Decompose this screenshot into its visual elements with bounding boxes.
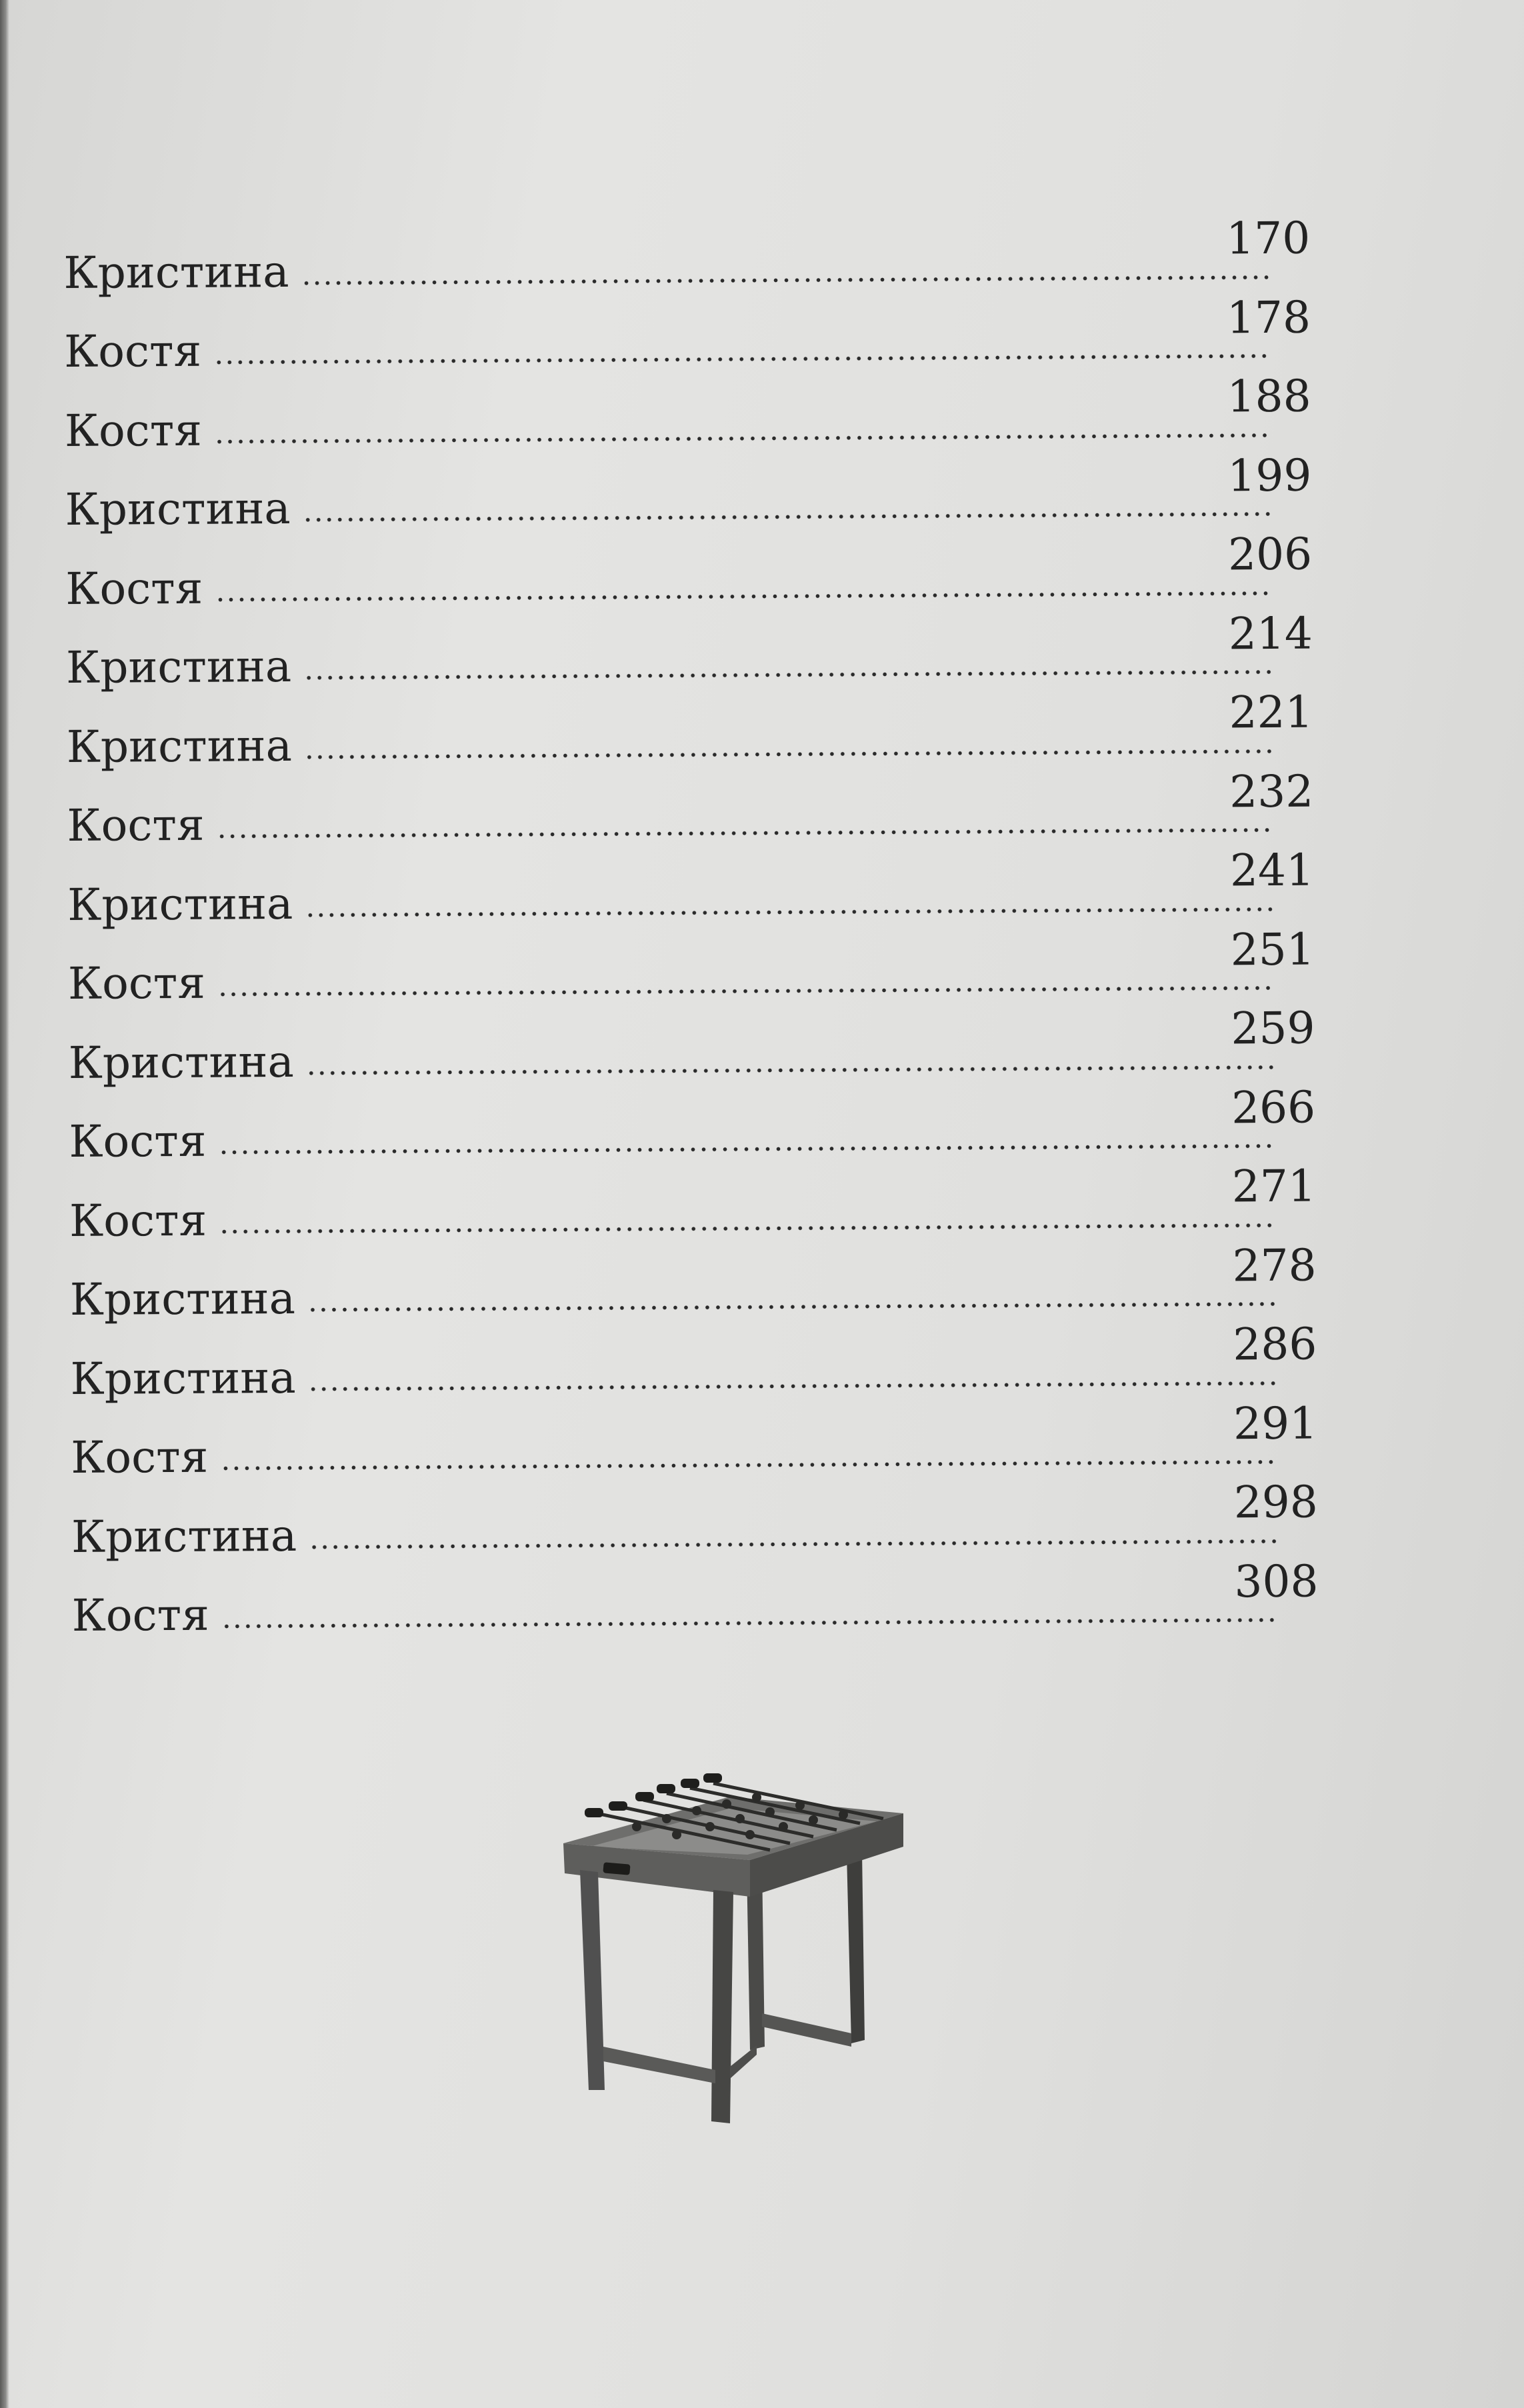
toc-entry-title: Кристина — [71, 1509, 297, 1563]
toc-entry — [67, 845, 1315, 931]
dot-leader — [217, 985, 1275, 997]
dot-leader — [307, 1301, 1277, 1313]
toc-entry-title: Кристина — [63, 245, 289, 299]
toc-entry — [68, 923, 1315, 1010]
toc-entry — [71, 1477, 1319, 1563]
toc-entry-page: 266 — [1231, 1081, 1316, 1133]
toc-entry-page: 214 — [1228, 607, 1313, 659]
toc-entry-title: Кристина — [67, 877, 293, 931]
table-of-contents — [63, 213, 1319, 1642]
toc-entry-page: 308 — [1234, 1555, 1319, 1607]
dot-leader — [215, 590, 1272, 602]
dot-leader — [306, 1064, 1275, 1075]
toc-entry — [71, 1555, 1319, 1642]
dot-leader — [305, 906, 1274, 917]
toc-entry — [63, 213, 1311, 299]
toc-entry-title: Кристина — [65, 482, 291, 535]
dot-leader — [221, 1617, 1279, 1629]
toc-entry-title: Костя — [64, 404, 203, 457]
toc-entry-title: Костя — [67, 799, 205, 851]
toc-entry — [69, 1161, 1317, 1247]
toc-entry-page: 291 — [1233, 1397, 1318, 1449]
toc-entry-page: 271 — [1231, 1160, 1317, 1213]
toc-entry-page: 221 — [1229, 686, 1313, 739]
dot-leader — [309, 1538, 1278, 1549]
toc-entry-title: Кристина — [69, 1272, 296, 1325]
dot-leader — [303, 669, 1273, 681]
dot-leader — [214, 432, 1271, 444]
toc-entry — [71, 1397, 1318, 1484]
dot-leader — [301, 274, 1271, 285]
toc-entry-title: Кристина — [68, 1035, 295, 1089]
toc-entry-page: 298 — [1233, 1476, 1319, 1529]
toc-entry-page: 178 — [1226, 291, 1311, 343]
dot-leader — [303, 511, 1272, 523]
toc-entry — [65, 449, 1312, 536]
dot-leader — [220, 1459, 1277, 1471]
toc-entry-title: Костя — [69, 1115, 207, 1167]
toc-entry-title: Костя — [65, 562, 203, 615]
toc-entry-page: 259 — [1231, 1002, 1315, 1055]
toc-entry — [69, 1239, 1317, 1326]
dot-leader — [308, 1380, 1277, 1391]
toc-entry-title: Кристина — [66, 719, 293, 773]
toc-entry-title: Костя — [69, 1194, 207, 1247]
toc-entry — [64, 371, 1311, 457]
toc-entry-page: 232 — [1229, 765, 1314, 817]
toc-entry-title: Кристина — [65, 640, 292, 693]
toc-entry — [68, 1003, 1315, 1089]
dot-leader — [218, 1143, 1275, 1155]
dot-leader — [217, 827, 1274, 839]
toc-entry-title: Костя — [67, 957, 206, 1009]
toc-entry-title: Костя — [63, 325, 202, 377]
dot-leader — [219, 1222, 1276, 1234]
toc-entry-page: 170 — [1225, 212, 1311, 265]
dot-leader — [304, 748, 1273, 759]
toc-entry-page: 206 — [1227, 528, 1313, 581]
toc-entry — [70, 1319, 1317, 1405]
toc-entry-page: 199 — [1227, 449, 1312, 501]
toc-entry-page: 251 — [1230, 923, 1315, 975]
toc-entry — [66, 607, 1313, 694]
toc-entry-page: 188 — [1227, 370, 1311, 423]
toc-entry — [69, 1081, 1316, 1168]
toc-entry-page: 241 — [1229, 844, 1315, 897]
toc-entry — [67, 765, 1314, 852]
toc-entry — [65, 529, 1313, 615]
toc-entry-title: Костя — [71, 1589, 209, 1641]
toc-entry — [64, 291, 1311, 378]
toc-entry — [66, 687, 1313, 773]
dot-leader — [213, 353, 1271, 365]
toc-entry-page: 278 — [1232, 1239, 1317, 1291]
toc-entry-title: Костя — [71, 1431, 209, 1483]
page-binding-edge — [0, 0, 9, 2408]
toc-entry-title: Кристина — [70, 1351, 296, 1405]
toc-entry-page: 286 — [1233, 1318, 1317, 1371]
foosball-table-icon — [550, 1753, 910, 2127]
